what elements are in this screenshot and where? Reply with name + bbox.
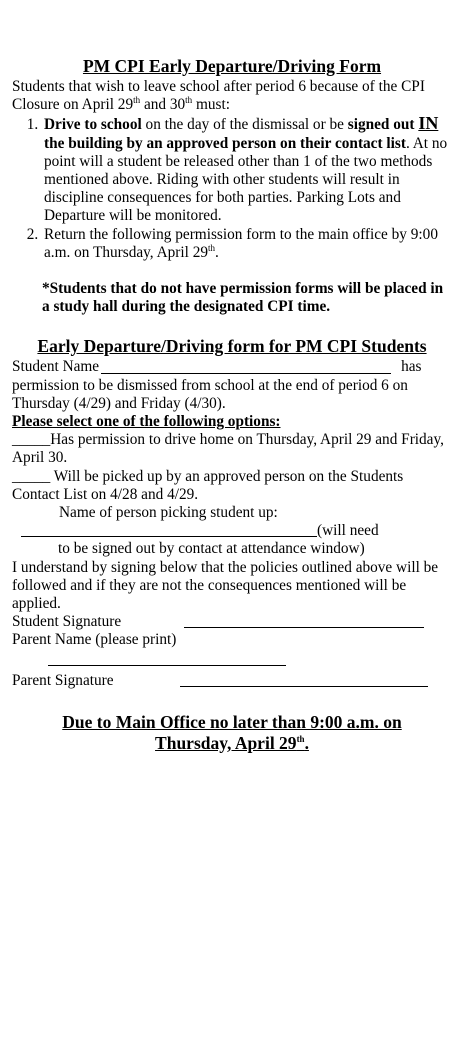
item1-bold-3: the building by an approved person on their contact list	[44, 134, 406, 152]
intro-paragraph	[12, 78, 452, 114]
parent-name-label: Parent Name (please print)	[12, 631, 177, 649]
option-drive	[12, 431, 452, 467]
student-name-field[interactable]	[101, 372, 391, 374]
requirement-item-1	[42, 114, 452, 225]
option-drive-text: Has permission to drive home on Thursday, April 29 and Friday, April 30.	[12, 431, 444, 467]
will-need-text: (will need	[317, 522, 379, 540]
page-title: PM CPI Early Departure/Driving Form	[82, 56, 382, 76]
intro-end: must:	[192, 96, 231, 114]
intro-text: Students that wish to leave school after period 6 because of the CPI Closure on April 29	[12, 78, 425, 114]
pickup-person-row	[12, 522, 452, 540]
student-name-label: Student Name	[12, 358, 100, 376]
option-pickup	[12, 468, 452, 504]
option-pickup-text: Will be picked up by an approved person on the Students Contact List on 4/28 and 4/29.	[12, 467, 404, 503]
item2-text: Return the following permission form to the main office by 9:00 a.m. on Thursday, April 29	[44, 225, 438, 261]
pickup-person-field[interactable]	[21, 535, 317, 537]
parent-signature-field[interactable]	[180, 685, 428, 687]
option-pickup-blank[interactable]: _____	[12, 467, 51, 485]
parent-signature-label: Parent Signature	[12, 671, 114, 689]
form-page	[0, 56, 462, 754]
student-signature-row	[12, 613, 452, 631]
due-notice	[12, 712, 452, 754]
item1-in-emphasis: IN	[418, 113, 439, 134]
item1-bold-1: Drive to school	[44, 116, 142, 134]
due-notice-sup: th	[296, 734, 305, 745]
intro-mid: and 30	[140, 96, 186, 114]
has-text: has	[401, 358, 422, 376]
due-notice-line-2	[12, 733, 452, 754]
student-signature-label: Student Signature	[12, 613, 122, 631]
item1-text-2: . At no point will a student be released other than 1 of the two methods mentioned above. Riding with other students will result in discipline consequences for both parties. Parking Lots and Departure will be monitored.	[44, 134, 448, 225]
parent-name-field[interactable]	[48, 664, 286, 666]
student-signature-field[interactable]	[184, 626, 424, 628]
requirement-item-2	[42, 226, 452, 262]
intro-sup-2: th	[185, 95, 193, 106]
pickup-person-label: Name of person picking student up:	[59, 504, 278, 522]
item1-bold-2: signed out	[347, 116, 419, 134]
intro-sup-1: th	[133, 95, 141, 106]
due-notice-end: .	[304, 732, 309, 753]
due-notice-date: Thursday, April 29	[155, 732, 297, 753]
item2-sup: th	[208, 242, 216, 253]
signed-out-note: to be signed out by contact at attendance window)	[58, 540, 365, 558]
permission-text: permission to be dismissed from school at the end of period 6 on Thursday (4/29) and Friday (4/30).	[12, 376, 408, 412]
requirements-list	[12, 114, 452, 262]
options-heading: Please select one of the following options:	[12, 413, 281, 431]
item2-end: .	[215, 243, 219, 261]
study-hall-note: *Students that do not have permission forms will be placed in a study hall during the designated CPI time.	[42, 280, 444, 316]
due-notice-line-1: Due to Main Office no later than 9:00 a.m. on	[62, 711, 402, 732]
option-drive-blank[interactable]: _____	[12, 431, 51, 449]
parent-signature-row	[12, 672, 452, 690]
understand-statement: I understand by signing below that the policies outlined above will be followed and if they are not the consequences mentioned will be applied.	[12, 558, 439, 613]
parent-name-row	[12, 650, 452, 672]
student-name-row	[12, 358, 452, 376]
item1-text-1: on the day of the dismissal or be	[141, 116, 348, 134]
form-title: Early Departure/Driving form for PM CPI Students	[37, 336, 427, 357]
